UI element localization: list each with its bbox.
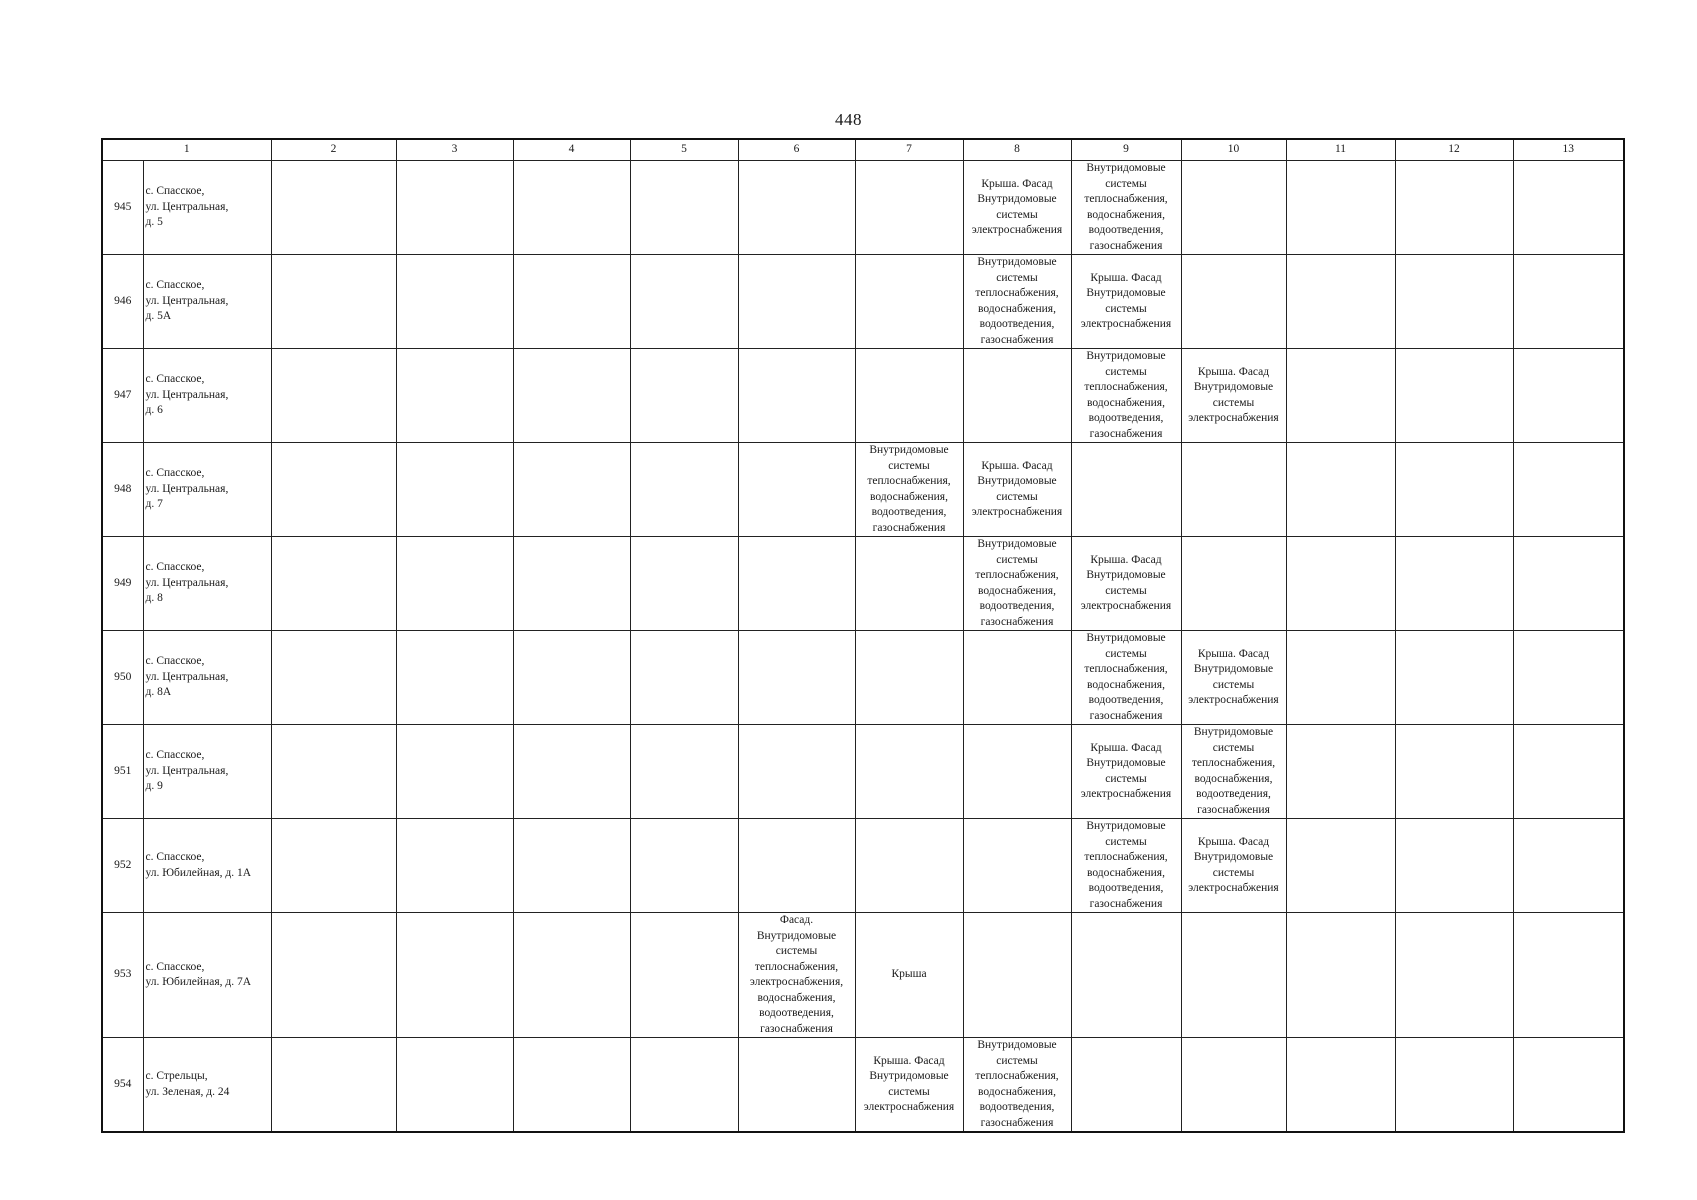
empty-cell — [271, 913, 396, 1038]
work-cell-col10 — [1181, 255, 1286, 349]
column-header: 8 — [963, 139, 1071, 161]
work-cell-col8: Внутридомовые системы теплоснабжения, водоснабжения, водоотведения, газоснабжения — [963, 1038, 1071, 1133]
work-cell-col7: Крыша. Фасад Внутридомовые системы электроснабжения — [855, 1038, 963, 1133]
work-cell-col8 — [963, 631, 1071, 725]
work-cell-col9: Внутридомовые системы теплоснабжения, водоснабжения, водоотведения, газоснабжения — [1071, 819, 1181, 913]
table-header — [102, 139, 1624, 161]
work-cell-col7 — [855, 725, 963, 819]
empty-cell — [396, 913, 513, 1038]
empty-cell — [1395, 443, 1513, 537]
work-cell-col7 — [855, 255, 963, 349]
table-row — [102, 537, 1624, 631]
empty-cell — [513, 349, 630, 443]
work-cell-col7: Внутридомовые системы теплоснабжения, водоснабжения, водоотведения, газоснабжения — [855, 443, 963, 537]
empty-cell — [1286, 819, 1395, 913]
empty-cell — [271, 1038, 396, 1133]
empty-cell — [1513, 913, 1624, 1038]
works-table — [101, 138, 1625, 1133]
table-row — [102, 443, 1624, 537]
work-cell-col8 — [963, 349, 1071, 443]
address-cell: с. Спасское, ул. Центральная, д. 5 — [143, 161, 271, 255]
table-row — [102, 1038, 1624, 1133]
address-cell: с. Спасское, ул. Центральная, д. 6 — [143, 349, 271, 443]
empty-cell — [513, 631, 630, 725]
empty-cell — [1286, 161, 1395, 255]
address-cell: с. Спасское, ул. Центральная, д. 9 — [143, 725, 271, 819]
address-cell: с. Спасское, ул. Юбилейная, д. 1А — [143, 819, 271, 913]
empty-cell — [630, 537, 738, 631]
empty-cell — [1286, 725, 1395, 819]
table-row — [102, 255, 1624, 349]
empty-cell — [513, 819, 630, 913]
empty-cell — [1395, 725, 1513, 819]
work-cell-col6 — [738, 443, 855, 537]
work-cell-col10: Крыша. Фасад Внутридомовые системы электроснабжения — [1181, 819, 1286, 913]
work-cell-col7 — [855, 819, 963, 913]
row-number-cell: 949 — [102, 537, 143, 631]
empty-cell — [396, 443, 513, 537]
column-header: 9 — [1071, 139, 1181, 161]
work-cell-col7: Крыша — [855, 913, 963, 1038]
empty-cell — [1513, 161, 1624, 255]
work-cell-col6 — [738, 255, 855, 349]
empty-cell — [396, 537, 513, 631]
table-row — [102, 725, 1624, 819]
table-row — [102, 819, 1624, 913]
row-number-cell: 950 — [102, 631, 143, 725]
row-number-cell: 946 — [102, 255, 143, 349]
work-cell-col10 — [1181, 537, 1286, 631]
work-cell-col9: Внутридомовые системы теплоснабжения, водоснабжения, водоотведения, газоснабжения — [1071, 631, 1181, 725]
empty-cell — [630, 255, 738, 349]
work-cell-col8: Внутридомовые системы теплоснабжения, водоснабжения, водоотведения, газоснабжения — [963, 255, 1071, 349]
work-cell-col10: Крыша. Фасад Внутридомовые системы электроснабжения — [1181, 349, 1286, 443]
work-cell-col7 — [855, 631, 963, 725]
row-number-cell: 954 — [102, 1038, 143, 1133]
empty-cell — [513, 443, 630, 537]
row-number-cell: 948 — [102, 443, 143, 537]
empty-cell — [1513, 631, 1624, 725]
work-cell-col6: Фасад. Внутридомовые системы теплоснабжения, электроснабжения, водоснабжения, водоотведения, газоснабжения — [738, 913, 855, 1038]
work-cell-col9: Крыша. Фасад Внутридомовые системы электроснабжения — [1071, 537, 1181, 631]
column-header: 6 — [738, 139, 855, 161]
empty-cell — [513, 161, 630, 255]
work-cell-col10 — [1181, 913, 1286, 1038]
empty-cell — [630, 913, 738, 1038]
work-cell-col10 — [1181, 1038, 1286, 1133]
page-number: 448 — [835, 110, 862, 129]
work-cell-col9: Внутридомовые системы теплоснабжения, водоснабжения, водоотведения, газоснабжения — [1071, 349, 1181, 443]
row-number-cell: 947 — [102, 349, 143, 443]
work-cell-col8: Крыша. Фасад Внутридомовые системы электроснабжения — [963, 443, 1071, 537]
work-cell-col6 — [738, 349, 855, 443]
work-cell-col8 — [963, 725, 1071, 819]
empty-cell — [1286, 349, 1395, 443]
empty-cell — [1286, 537, 1395, 631]
table-row — [102, 913, 1624, 1038]
empty-cell — [271, 255, 396, 349]
empty-cell — [513, 537, 630, 631]
work-cell-col6 — [738, 631, 855, 725]
work-cell-col10: Внутридомовые системы теплоснабжения, водоснабжения, водоотведения, газоснабжения — [1181, 725, 1286, 819]
empty-cell — [1395, 161, 1513, 255]
empty-cell — [271, 349, 396, 443]
work-cell-col10 — [1181, 161, 1286, 255]
column-header: 10 — [1181, 139, 1286, 161]
empty-cell — [271, 725, 396, 819]
empty-cell — [271, 443, 396, 537]
column-header: 13 — [1513, 139, 1624, 161]
header-row — [102, 139, 1624, 161]
work-cell-col9: Крыша. Фасад Внутридомовые системы электроснабжения — [1071, 725, 1181, 819]
column-header: 1 — [102, 139, 271, 161]
column-header: 4 — [513, 139, 630, 161]
empty-cell — [396, 1038, 513, 1133]
table-row — [102, 631, 1624, 725]
column-header: 3 — [396, 139, 513, 161]
work-cell-col8: Внутридомовые системы теплоснабжения, водоснабжения, водоотведения, газоснабжения — [963, 537, 1071, 631]
empty-cell — [1513, 819, 1624, 913]
work-cell-col9 — [1071, 1038, 1181, 1133]
work-cell-col8: Крыша. Фасад Внутридомовые системы электроснабжения — [963, 161, 1071, 255]
empty-cell — [396, 255, 513, 349]
table-row — [102, 349, 1624, 443]
empty-cell — [1513, 255, 1624, 349]
empty-cell — [1395, 349, 1513, 443]
work-cell-col6 — [738, 161, 855, 255]
work-cell-col7 — [855, 161, 963, 255]
empty-cell — [1286, 255, 1395, 349]
empty-cell — [513, 1038, 630, 1133]
work-cell-col8 — [963, 819, 1071, 913]
address-cell: с. Спасское, ул. Центральная, д. 8А — [143, 631, 271, 725]
work-cell-col6 — [738, 1038, 855, 1133]
work-cell-col10: Крыша. Фасад Внутридомовые системы электроснабжения — [1181, 631, 1286, 725]
empty-cell — [396, 349, 513, 443]
empty-cell — [396, 631, 513, 725]
work-cell-col10 — [1181, 443, 1286, 537]
work-cell-col9: Внутридомовые системы теплоснабжения, водоснабжения, водоотведения, газоснабжения — [1071, 161, 1181, 255]
work-cell-col9: Крыша. Фасад Внутридомовые системы электроснабжения — [1071, 255, 1181, 349]
column-header: 5 — [630, 139, 738, 161]
address-cell: с. Спасское, ул. Юбилейная, д. 7А — [143, 913, 271, 1038]
empty-cell — [1395, 913, 1513, 1038]
empty-cell — [1395, 1038, 1513, 1133]
empty-cell — [630, 1038, 738, 1133]
empty-cell — [1395, 255, 1513, 349]
empty-cell — [630, 819, 738, 913]
address-cell: с. Спасское, ул. Центральная, д. 8 — [143, 537, 271, 631]
work-cell-col6 — [738, 819, 855, 913]
column-header: 12 — [1395, 139, 1513, 161]
empty-cell — [1395, 631, 1513, 725]
address-cell: с. Спасское, ул. Центральная, д. 7 — [143, 443, 271, 537]
empty-cell — [396, 725, 513, 819]
table-row — [102, 161, 1624, 255]
work-cell-col7 — [855, 349, 963, 443]
empty-cell — [513, 725, 630, 819]
empty-cell — [630, 631, 738, 725]
empty-cell — [1286, 1038, 1395, 1133]
row-number-cell: 952 — [102, 819, 143, 913]
row-number-cell: 951 — [102, 725, 143, 819]
empty-cell — [513, 913, 630, 1038]
work-cell-col6 — [738, 537, 855, 631]
empty-cell — [1513, 1038, 1624, 1133]
empty-cell — [1286, 631, 1395, 725]
empty-cell — [630, 161, 738, 255]
empty-cell — [1513, 443, 1624, 537]
empty-cell — [271, 161, 396, 255]
empty-cell — [1513, 349, 1624, 443]
empty-cell — [1513, 725, 1624, 819]
row-number-cell: 945 — [102, 161, 143, 255]
work-cell-col8 — [963, 913, 1071, 1038]
empty-cell — [513, 255, 630, 349]
work-cell-col7 — [855, 537, 963, 631]
empty-cell — [630, 725, 738, 819]
work-cell-col9 — [1071, 913, 1181, 1038]
column-header: 2 — [271, 139, 396, 161]
empty-cell — [1286, 913, 1395, 1038]
empty-cell — [1395, 819, 1513, 913]
work-cell-col6 — [738, 725, 855, 819]
empty-cell — [630, 349, 738, 443]
work-cell-col9 — [1071, 443, 1181, 537]
table-body — [102, 161, 1624, 1133]
empty-cell — [1513, 537, 1624, 631]
empty-cell — [630, 443, 738, 537]
empty-cell — [271, 631, 396, 725]
empty-cell — [396, 161, 513, 255]
row-number-cell: 953 — [102, 913, 143, 1038]
empty-cell — [271, 537, 396, 631]
empty-cell — [271, 819, 396, 913]
empty-cell — [396, 819, 513, 913]
empty-cell — [1286, 443, 1395, 537]
address-cell: с. Спасское, ул. Центральная, д. 5А — [143, 255, 271, 349]
address-cell: с. Стрельцы, ул. Зеленая, д. 24 — [143, 1038, 271, 1133]
empty-cell — [1395, 537, 1513, 631]
column-header: 7 — [855, 139, 963, 161]
column-header: 11 — [1286, 139, 1395, 161]
